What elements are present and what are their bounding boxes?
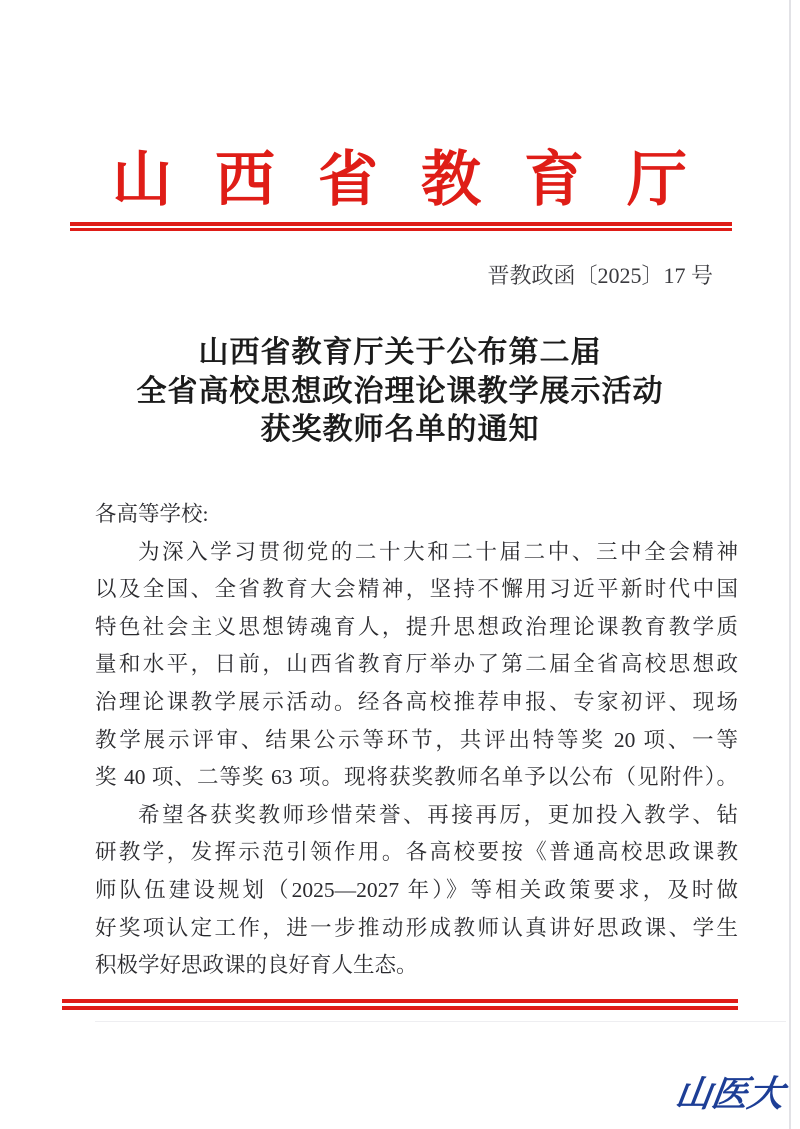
body-line: 治理论课教学展示活动。经各高校推荐申报、专家初评、现场 xyxy=(95,689,738,714)
scan-fold-line xyxy=(95,1021,786,1022)
body-line: 以及全国、全省教育大会精神，坚持不懈用习近平新时代中国 xyxy=(95,577,738,602)
doc-title-line-2: 全省高校思想政治理论课教学展示活动 xyxy=(136,374,664,408)
body-line: 特色社会主义思想铸魂育人，提升思想政治理论课教育教学质 xyxy=(95,614,738,639)
doc-title-line-1: 山西省教育厅关于公布第二届 xyxy=(198,336,602,369)
body-line: 量和水平，日前，山西省教育厅举办了第二届全省高校思想政 xyxy=(95,652,738,677)
salutation: 各高等学校: xyxy=(95,502,209,526)
body-line: 研教学，发挥示范引领作用。各高校要按《普通高校思政课教 xyxy=(95,840,738,865)
body-line: 师队伍建设规划（2025—2027 年）》等相关政策要求，及时做 xyxy=(95,877,738,902)
body-line: 为深入学习贯彻党的二十大和二十届二中、三中全会精神 xyxy=(138,539,738,564)
header-divider xyxy=(70,222,732,231)
body-line: 奖 40 项、二等奖 63 项。现将获奖教师名单予以公布（见附件）。 xyxy=(95,765,738,790)
body-line: 好奖项认定工作，进一步推动形成教师认真讲好思政课、学生 xyxy=(95,915,738,940)
scan-edge-line xyxy=(789,0,791,1129)
doc-number: 晋教政函〔2025〕17 号 xyxy=(487,263,713,288)
doc-title xyxy=(0,334,800,450)
doc-body xyxy=(95,496,738,985)
footer-divider xyxy=(62,999,738,1010)
watermark-logo: 山医大 xyxy=(672,1074,787,1114)
agency-header: 山西省教育厅 xyxy=(112,147,730,213)
body-line: 积极学好思政课的良好育人生态。 xyxy=(95,953,418,978)
doc-title-line-3: 获奖教师名单的通知 xyxy=(260,413,540,447)
body-line: 教学展示评审、结果公示等环节，共评出特等奖 20 项、一等 xyxy=(95,727,738,752)
body-line: 希望各获奖教师珍惜荣誉、再接再厉，更加投入教学、钻 xyxy=(138,802,738,827)
